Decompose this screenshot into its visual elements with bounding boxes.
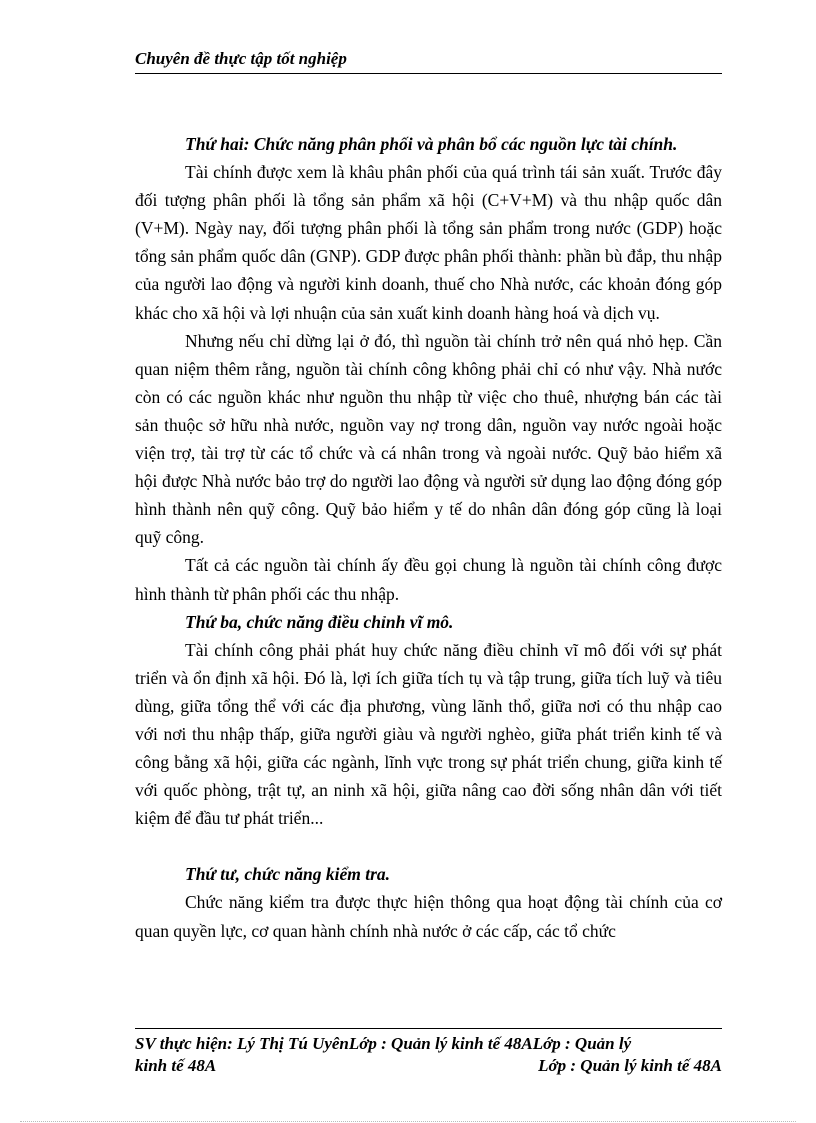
page-footer — [135, 1028, 722, 1077]
page-edge-divider — [20, 1121, 796, 1122]
section-heading: Thứ hai: Chức năng phân phối và phân bổ các nguồn lực tài chính. — [185, 134, 678, 154]
document-body — [135, 130, 722, 945]
body-paragraph: Nhưng nếu chỉ dừng lại ở đó, thì nguồn tài chính trở nên quá nhỏ hẹp. Cần quan niệm thêm rằng, nguồn tài chính công không phải chỉ có như vậy. Nhà nước còn có các nguồn khác như nguồn thu nhập từ việc cho thuê, nhượng bán các tài sản thuộc sở hữu nhà nước, nguồn vay nợ trong dân, nguồn vay nước ngoài hoặc viện trợ, tài trợ từ các tổ chức và cá nhân trong và ngoài nước. Quỹ bảo hiểm xã hội được Nhà nước bảo trợ do người lao động và người sử dụng lao động đóng góp hình thành nên quỹ công. Quỹ bảo hiểm y tế do nhân dân đóng góp cũng là loại quỹ công. — [135, 330, 722, 548]
body-paragraph: Tài chính được xem là khâu phân phối của quá trình tái sản xuất. Trước đây đối tượng phân phối là tổng sản phẩm xã hội (C+V+M) và thu nhập quốc dân (V+M). Ngày nay, đối tượng phân phối là tổng sản phẩm trong nước (GDP) hoặc tổng sản phẩm quốc dân (GNP). GDP được phân phối thành: phần bù đắp, thu nhập của người lao động và người kinh doanh, thuế cho Nhà nước, các khoản đóng góp khác cho xã hội và lợi nhuận của sản xuất kinh doanh hàng hoá và dịch vụ. — [135, 162, 722, 323]
body-paragraph: Tài chính công phải phát huy chức năng điều chỉnh vĩ mô đối với sự phát triển và ổn định xã hội. Đó là, lợi ích giữa tích tụ và tập trung, giữa tích luỹ và tiêu dùng, giữa tổng thể với các địa phương, vùng lãnh thổ, giữa nơi có thu nhập cao với nơi thu nhập thấp, giữa người giàu và người nghèo, giữa phát triển kinh tế và công bằng xã hội, giữa các ngành, lĩnh vực trong sự phát triển chung, giữa kinh tế với quốc phòng, trật tự, an ninh xã hội, giữa nâng cao đời sống nhân dân với tiết kiệm để đầu tư phát triển... — [135, 639, 722, 829]
section-heading: Thứ ba, chức năng điều chỉnh vĩ mô. — [185, 611, 454, 632]
header-title: Chuyên đề thực tập tốt nghiệp — [135, 49, 347, 68]
footer-line-1: SV thực hiện: Lý Thị Tú UyênLớp : Quản lý kinh tế 48ALớp : Quản lý — [135, 1034, 632, 1053]
footer-line-2-right: Lớp : Quản lý kinh tế 48A — [538, 1056, 722, 1075]
footer-line-2 — [135, 1055, 722, 1077]
paragraph-spacer — [135, 832, 722, 860]
footer-line-2-left: kinh tế 48A — [135, 1056, 217, 1075]
page-header — [135, 48, 722, 74]
section-heading: Thứ tư, chức năng kiểm tra. — [185, 864, 391, 885]
body-paragraph: Chức năng kiểm tra được thực hiện thông qua hoạt động tài chính của cơ quan quyền lực, cơ quan hành chính nhà nước ở các cấp, các tổ chức — [135, 892, 722, 941]
body-paragraph: Tất cả các nguồn tài chính ấy đều gọi chung là nguồn tài chính công được hình thành từ phân phối các thu nhập. — [135, 555, 722, 604]
